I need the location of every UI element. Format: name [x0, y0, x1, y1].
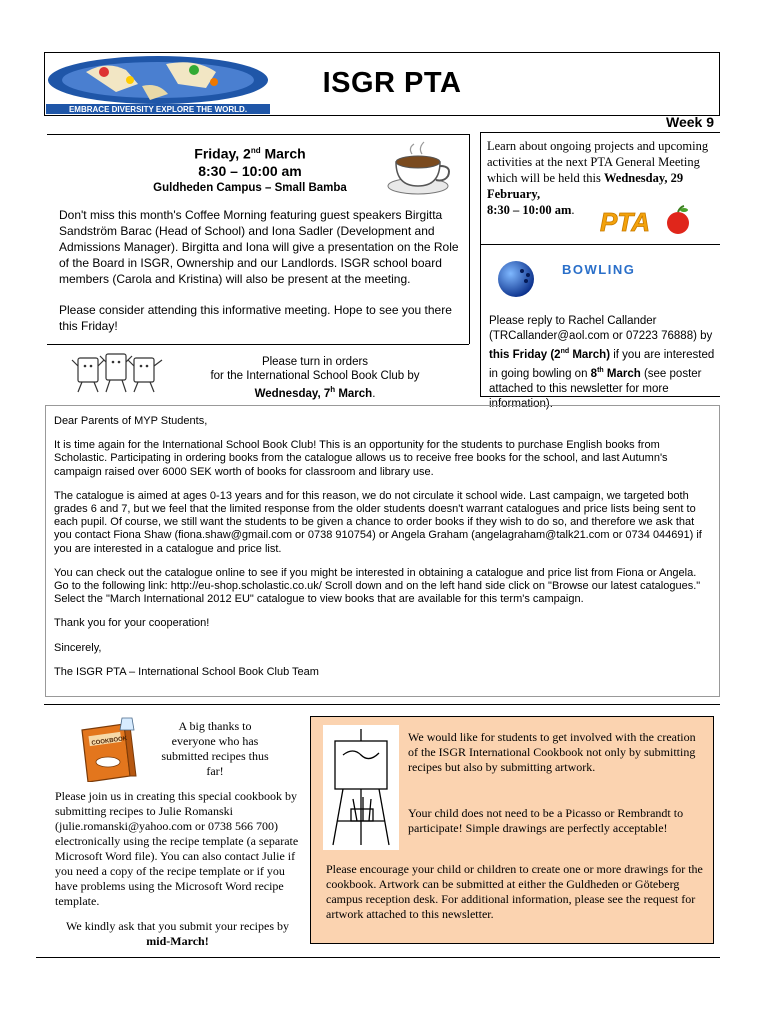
event-location: Guldheden Campus – Small Bamba	[153, 181, 347, 194]
cookbook-body: Please join us in creating this special cookbook by submitting recipes to Julie Romanski (julie.romanski@yahoo.com or 0738 566 700) electronically using the recipe template (a separate Microsoft Word file). You can also contact Julie if you need a copy of the recipe template or if you have problems using the Microsoft Word recipe template.	[55, 789, 299, 908]
letter-greeting: Dear Parents of MYP Students,	[54, 415, 208, 427]
letter-closing: Sincerely,	[54, 641, 102, 654]
divider	[480, 132, 481, 396]
coffee-morning-paragraph: Don't miss this month's Coffee Morning featuring guest speakers Birgitta Sandström Barac (Head of School) and Iona Sadler (Development and Admissions Manager). Birgitta and Iona will give a presentation on the Role of the Board in ISGR, Ownership and our Landlords. ISGR school board members (Carola and Kristina) will also be present at the meeting.	[59, 208, 459, 286]
artwork-request-box	[310, 716, 714, 944]
divider	[44, 704, 720, 705]
coffee-morning-heading	[80, 142, 420, 197]
divider	[36, 957, 720, 958]
coffee-morning-body	[59, 207, 459, 349]
artwork-paragraph: Please encourage your child or children to create one or more drawings for the cookbook. Artwork can be submitted at either the Guldheden or Göteberg campus reception desk. For additional information, please see the request for artwork attached to this newsletter.	[326, 862, 703, 921]
event-date: Friday, 2nd March	[194, 145, 306, 162]
newsletter-header	[44, 52, 720, 116]
bowling-ball-icon	[492, 259, 544, 299]
pta-meeting-notice: Learn about ongoing projects and upcoming activities at the next PTA General Meeting which will be held this Wednesday, 29 February, 8:30 – 10:00 am.	[487, 139, 709, 217]
divider	[47, 134, 469, 135]
meeting-date: Wednesday, 29 February,	[487, 171, 684, 201]
cookbook-thanks: A big thanks to everyone who has submitted recipes thus far!	[161, 719, 269, 778]
artwork-paragraph: We would like for students to get involved with the creation of the ISGR International Cookbook not only by submitting recipes but also by submitting artwork.	[408, 730, 696, 774]
week-label: Week 9	[666, 114, 714, 130]
bowling-heading: BOWLING	[562, 262, 636, 277]
letter-thanks: Thank you for your cooperation!	[54, 617, 210, 630]
book-club-letter	[45, 405, 720, 697]
divider	[469, 134, 470, 344]
bowling-notice: Please reply to Rachel Callander (TRCallander@aol.com or 07223 76888) by this Friday (2nd March) if you are interested in going bowling on 8th March (see poster attached to this newsletter for more information).	[489, 315, 715, 410]
book-characters-icon	[70, 348, 170, 396]
pta-logo-text: PTA	[600, 207, 651, 237]
book-club-line: Please turn in orders	[261, 356, 369, 368]
coffee-cup-icon	[386, 140, 454, 196]
divider	[480, 132, 720, 133]
cookbook-deadline: We kindly ask that you submit your recipes by mid-March!	[66, 919, 289, 948]
meeting-time: 8:30 – 10:00 am	[487, 203, 572, 217]
letter-paragraph: It is time again for the International School Book Club! This is an opportunity for the students to purchase English books from Scholastic. Participating in ordering books from the catalogue allows us to receive free books for the school, and last Autumn's campaign raised over 6000 SEK worth of books for classroom and library use.	[54, 439, 668, 478]
logo-slogan: EMBRACE DIVERSITY EXPLORE THE WORLD.	[68, 105, 248, 114]
book-club-order-notice	[190, 355, 440, 401]
easel-icon	[323, 725, 399, 850]
newsletter-title: ISGR PTA	[322, 67, 462, 99]
pta-logo	[598, 204, 694, 238]
artwork-paragraph: Your child does not need to be a Picasso or Rembrandt to participate! Simple drawings are perfectly acceptable!	[408, 806, 684, 835]
cookbook-label: COOKBOOK	[91, 735, 128, 747]
book-club-line: for the International School Book Club by	[210, 370, 420, 382]
book-club-deadline: Wednesday, 7$^h$ March.	[254, 385, 376, 400]
letter-text	[54, 415, 709, 690]
divider	[480, 244, 720, 245]
cookbook-icon	[74, 716, 146, 782]
coffee-morning-paragraph: Please consider attending this informative meeting. Hope to see you there this Friday!	[59, 303, 452, 333]
letter-signature: The ISGR PTA – International School Book Club Team	[54, 665, 319, 678]
event-time: 8:30 – 10:00 am	[198, 162, 302, 179]
letter-paragraph: The catalogue is aimed at ages 0-13 years and for this reason, we do not circulate it school wide. Last campaign, we targeted both grades 6 and 7, but we feel that the limited response from the older students doesn't warrant catalogues and price lists being sent to each pupil. Of course, we still want the students to be given a chance to order books if they wish to do so, and therefore we ask that you contact Fiona Shaw (fiona.shaw@gmail.com or 0738 910754) or Angela Graham (angelagraham@talk21.com or 0734 044691) if you are interested in a catalogue and price list.	[54, 489, 702, 555]
letter-paragraph: You can check out the catalogue online to see if you might be interested in obtaining a catalogue and price list from Fiona or Angela. Go to the following link: http://eu-shop.scholastic.co.uk/ Scroll down and on the left hand side click on "Browse our latest catalogues." Select the "March International 2012 EU" catalogue to view books that are available for this term's campaign.	[54, 566, 701, 606]
